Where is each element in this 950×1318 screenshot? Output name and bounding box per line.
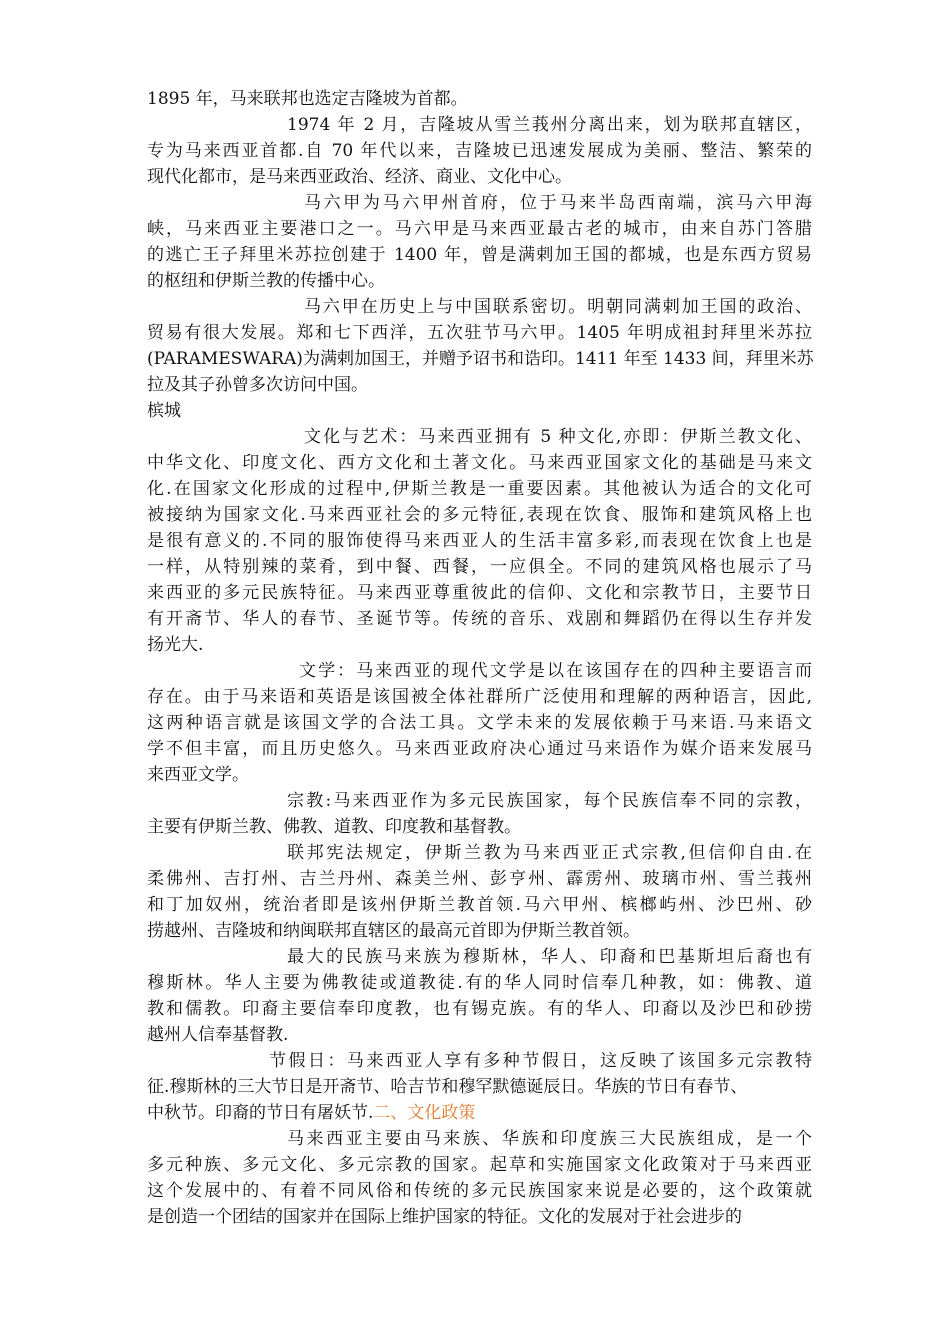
text-line: 征.穆斯林的三大节日是开斋节、哈吉节和穆罕默德诞辰日。华族的节日有春节、 [147,1077,748,1097]
text-line: 马六甲为马六甲州首府，位于马来半岛西南端，滨马六甲海 [304,193,812,213]
text-line: 节假日：马来西亚人享有多种节假日，这反映了该国多元宗教特 [269,1051,812,1071]
text-line: 和丁加奴州，统治者即是该州伊斯兰教首领.马六甲州、槟榔屿州、沙巴州、砂 [147,895,812,915]
text-line: 中秋节。印裔的节日有屠妖节.二、文化政策 [147,1103,476,1123]
text-line: 文化与艺术：马来西亚拥有 5 种文化,亦即：伊斯兰教文化、 [304,427,812,447]
text-line: 这个发展中的、有着不同风俗和传统的多元民族国家来说是必要的，这个政策就 [147,1181,812,1201]
paragraph [147,788,812,840]
text-line: 最大的民族马来族为穆斯林，华人、印裔和巴基斯坦后裔也有 [287,947,812,967]
document-body [147,86,812,1230]
text-line: 学不但丰富，而且历史悠久。马来西亚政府决心通过马来语作为媒介语来发展马 [147,739,812,759]
text-line: 扬光大. [147,635,204,655]
text-line: 槟城 [147,401,181,421]
paragraph [147,190,812,294]
text-line: 马六甲在历史上与中国联系密切。明朝同满剌加王国的政治、 [304,297,812,317]
text-line: 贸易有很大发展。郑和七下西洋，五次驻节马六甲。1405 年明成祖封拜里米苏拉 [147,323,812,343]
text-line: 来西亚文学。 [147,765,249,785]
text-line: 一样，从特别辣的菜肴，到中餐、西餐，一应俱全。不同的建筑风格也展示了马 [147,557,812,577]
text-line: 的逃亡王子拜里米苏拉创建于 1400 年，曾是满剌加王国的都城，也是东西方贸易 [147,245,812,265]
paragraph [147,294,812,398]
text-line: 越州人信奉基督教. [147,1025,289,1045]
paragraph [147,398,812,424]
text-line: 被接纳为国家文化.马来西亚社会的多元特征,表现在饮食、服饰和建筑风格上也 [147,505,812,525]
section-heading-link[interactable]: 二、文化政策 [373,1103,476,1123]
text-line: 教和儒教。印裔主要信奉印度教，也有锡克族。有的华人、印裔以及沙巴和砂捞 [147,999,812,1019]
text-line: 的枢纽和伊斯兰教的传播中心。 [147,271,385,291]
text-line: 穆斯林。华人主要为佛教徒或道教徒.有的华人同时信奉几种教，如：佛教、道 [147,973,812,993]
text-line: 文学：马来西亚的现代文学是以在该国存在的四种主要语言而 [299,661,812,681]
paragraph [147,424,812,658]
text-line: 多元种族、多元文化、多元宗教的国家。起草和实施国家文化政策对于马来西亚 [147,1155,812,1175]
text-line: 联邦宪法规定，伊斯兰教为马来西亚正式宗教,但信仰自由.在 [287,843,812,863]
text-line: 柔佛州、吉打州、吉兰丹州、森美兰州、彭亨州、霹雳州、玻璃市州、雪兰莪州 [147,869,812,889]
text-line: 1974 年 2 月，吉隆坡从雪兰莪州分离出来，划为联邦直辖区， [287,115,812,135]
text-line: 现代化都市，是马来西亚政治、经济、商业、文化中心。 [147,167,572,187]
paragraph [147,112,812,190]
text-line: 宗教:马来西亚作为多元民族国家，每个民族信奉不同的宗教， [287,791,812,811]
paragraph [147,1126,812,1230]
text-line: 是创造一个团结的国家并在国际上维护国家的特征。文化的发展对于社会进步的 [147,1207,742,1227]
paragraph [147,658,812,788]
text-line: (PARAMESWARA)为满剌加国王，并赠予诏书和诰印。1411 年至 1433 间，拜里米苏 [147,349,814,369]
text-line: 主要有伊斯兰教、佛教、道教、印度教和基督教。 [147,817,521,837]
text-line: 中华文化、印度文化、西方文化和土著文化。马来西亚国家文化的基础是马来文 [147,453,812,473]
paragraph [147,944,812,1048]
text-line: 这两种语言就是该国文学的合法工具。文学未来的发展依赖于马来语.马来语文 [147,713,812,733]
text-line: 来西亚的多元民族特征。马来西亚尊重彼此的信仰、文化和宗教节日，主要节日 [147,583,812,603]
text-line: 专为马来西亚首都.自 70 年代以来，吉隆坡已迅速发展成为美丽、整洁、繁荣的 [147,141,812,161]
text-line: 马来西亚主要由马来族、华族和印度族三大民族组成，是一个 [287,1129,812,1149]
text-line: 1895 年，马来联邦也选定吉隆坡为首都。 [147,89,468,109]
text-line: 有开斋节、华人的春节、圣诞节等。传统的音乐、戏剧和舞蹈仍在得以生存并发 [147,609,812,629]
paragraph [147,1048,812,1100]
text-line: 峡，马来西亚主要港口之一。马六甲是马来西亚最古老的城市，由来自苏门答腊 [147,219,812,239]
text-line: 化.在国家文化形成的过程中,伊斯兰教是一重要因素。其他被认为适合的文化可 [147,479,812,499]
paragraph [147,840,812,944]
text-line: 存在。由于马来语和英语是该国被全体社群所广泛使用和理解的两种语言，因此, [147,687,812,707]
text-line: 捞越州、吉隆坡和纳闽联邦直辖区的最高元首即为伊斯兰教首领。 [147,921,640,941]
text-line: 是很有意义的.不同的服饰使得马来西亚人的生活丰富多彩,而表现在饮食上也是 [147,531,812,551]
paragraph [147,1100,812,1126]
paragraph [147,86,812,112]
text-line: 拉及其子孙曾多次访问中国。 [147,375,368,395]
